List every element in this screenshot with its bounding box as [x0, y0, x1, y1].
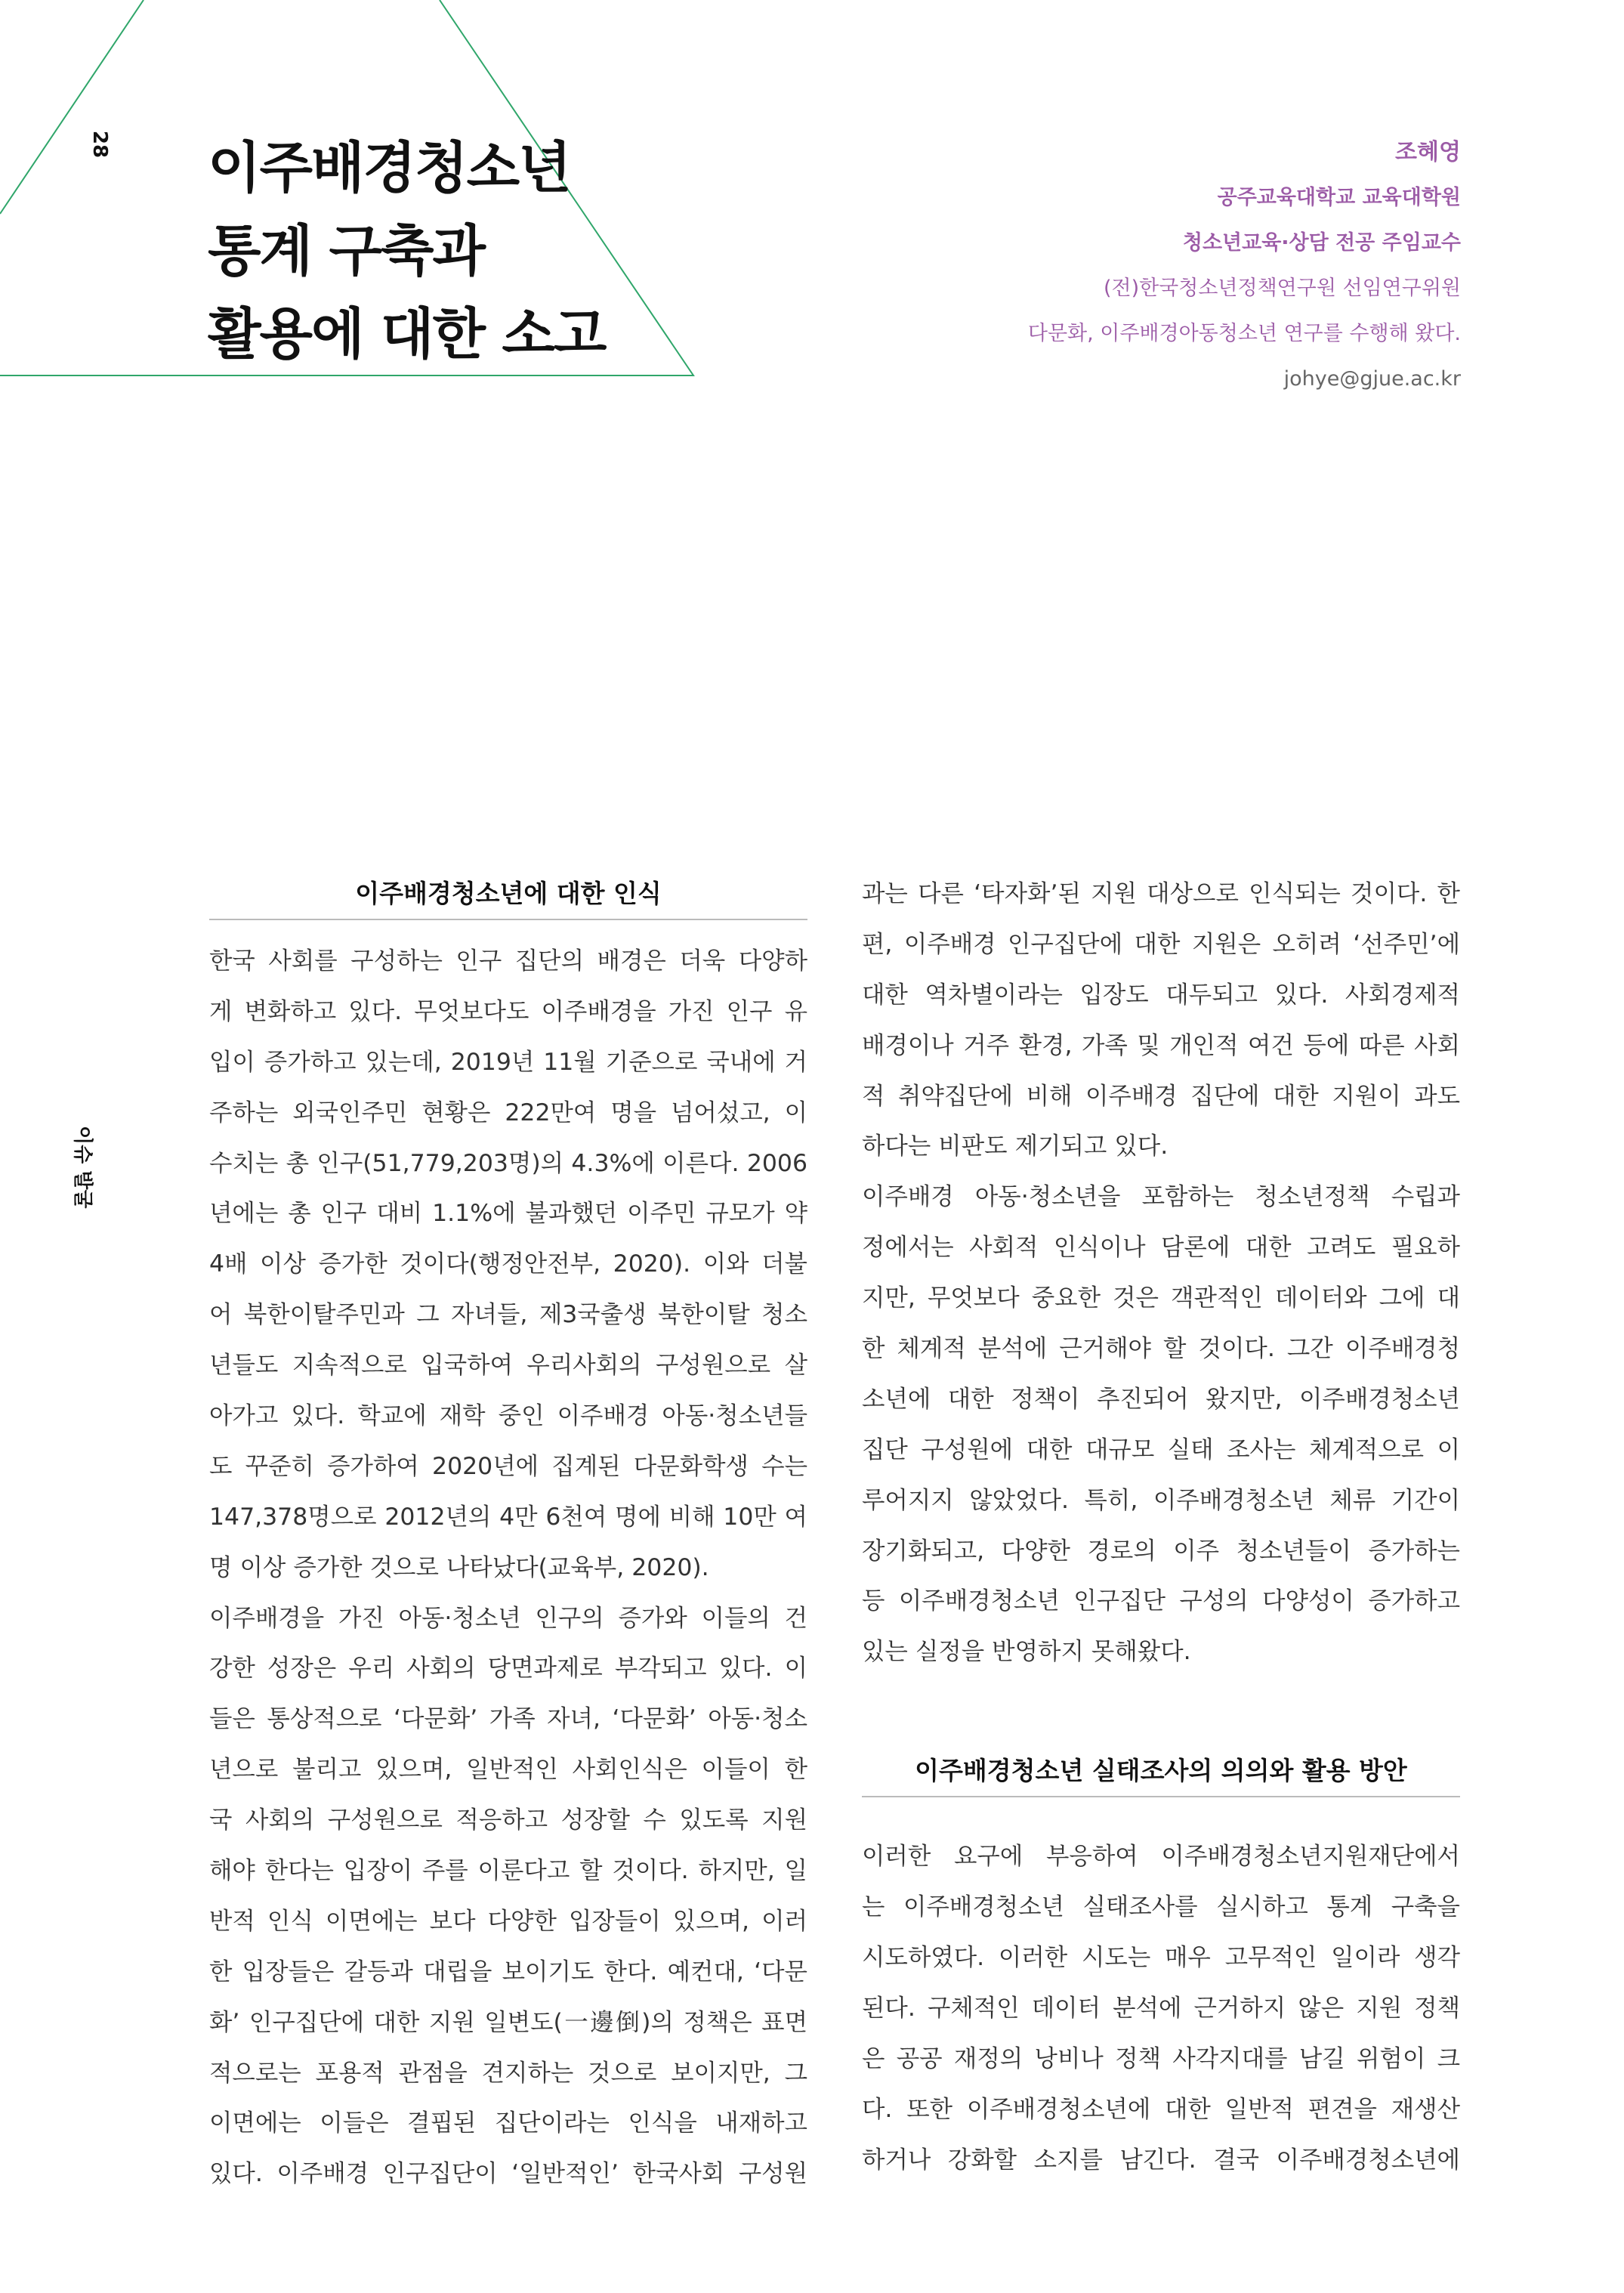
text-line: 이주배경 아동·청소년을 포함하는 청소년정책 수립과 [862, 1183, 1460, 1211]
text-line: 편, 이주배경 인구집단에 대한 지원은 오히려 ‘선주민’에 [862, 930, 1460, 958]
text-line: 다. 또한 이주배경청소년에 대한 일반적 편견을 재생산 [862, 2095, 1460, 2123]
text-line: 년으로 불리고 있으며, 일반적인 사회인식은 이들이 한 [209, 1756, 807, 1784]
text-line: 화’ 인구집단에 대한 지원 일변도(一邊倒)의 정책은 표면 [209, 2008, 807, 2036]
text-line: 어 북한이탈주민과 그 자녀들, 제3국출생 북한이탈 청소 [209, 1301, 807, 1329]
text-line: 있는 실정을 반영하지 못해왔다. [862, 1638, 1191, 1666]
text-line: 주하는 외국인주민 현황은 222만여 명을 넘어섰고, 이 [209, 1099, 807, 1126]
text-line: 과는 다른 ‘타자화’된 지원 대상으로 인식되는 것이다. 한 [862, 880, 1460, 907]
text-line: 한 입장들은 갈등과 대립을 보이기도 한다. 예컨대, ‘다문 [209, 1958, 807, 1986]
text-line: 된다. 구체적인 데이터 분석에 근거하지 않은 지원 정책 [862, 1994, 1460, 2022]
text-line: 하거나 강화할 소지를 남긴다. 결국 이주배경청소년에 [862, 2146, 1460, 2174]
article-title [208, 127, 605, 376]
section-label: 이슈 발굴 [71, 1126, 94, 1209]
text-line: 은 공공 재정의 낭비나 정책 사각지대를 남길 위험이 크 [862, 2044, 1460, 2072]
text-line: 이면에는 이들은 결핍된 집단이라는 인식을 내재하고 [209, 2109, 807, 2137]
author-former-position: (전)한국청소년정책연구원 선임연구위원 [1103, 277, 1461, 300]
author-affiliation: 공주교육대학교 교육대학원 [1217, 186, 1461, 209]
text-line: 대한 역차별이라는 입장도 대두되고 있다. 사회경제적 [862, 981, 1460, 1009]
text-line: 이러한 요구에 부응하여 이주배경청소년지원재단에서 [862, 1843, 1460, 1871]
text-line: 국 사회의 구성원으로 적응하고 성장할 수 있도록 지원 [209, 1806, 807, 1834]
text-line: 명 이상 증가한 것으로 나타났다(교육부, 2020). [209, 1553, 709, 1581]
text-line: 등 이주배경청소년 인구집단 구성의 다양성이 증가하고 [862, 1587, 1460, 1615]
paragraph [862, 1172, 1460, 1677]
text-line: 적으로는 포용적 관점을 견지하는 것으로 보이지만, 그 [209, 2059, 807, 2087]
text-line: 소년에 대한 정책이 추진되어 왔지만, 이주배경청소년 [862, 1385, 1460, 1413]
author-note: 다문화, 이주배경아동청소년 연구를 수행해 왔다. [1027, 322, 1461, 345]
title-line: 활용에 대한 소고 [208, 302, 606, 366]
text-line: 수치는 총 인구(51,779,203명)의 4.3%에 이른다. 2006 [209, 1149, 807, 1177]
text-line: 입이 증가하고 있는데, 2019년 11월 기준으로 국내에 거 [209, 1048, 807, 1076]
text-line: 집단 구성원에 대한 대규모 실태 조사는 체계적으로 이 [862, 1435, 1460, 1463]
title-line: 이주배경청소년 [208, 136, 570, 200]
text-line: 도 꾸준히 증가하여 2020년에 집계된 다문화학생 수는 [209, 1452, 807, 1480]
text-line: 강한 성장은 우리 사회의 당면과제로 부각되고 있다. 이 [209, 1655, 807, 1683]
text-line: 하다는 비판도 제기되고 있다. [862, 1133, 1169, 1160]
right-column [862, 869, 1460, 2185]
text-line: 반적 인식 이면에는 보다 다양한 입장들이 있으며, 이러 [209, 1907, 807, 1935]
text-line: 게 변화하고 있다. 무엇보다도 이주배경을 가진 인구 유 [209, 997, 807, 1025]
text-line: 4배 이상 증가한 것이다(행정안전부, 2020). 이와 더불 [209, 1250, 807, 1278]
paragraph [862, 1831, 1460, 2185]
text-line: 해야 한다는 입장이 주를 이룬다고 할 것이다. 하지만, 일 [209, 1857, 807, 1885]
text-line: 루어지지 않았었다. 특히, 이주배경청소년 체류 기간이 [862, 1486, 1460, 1514]
author-name: 조혜영 [1395, 139, 1461, 165]
author-email[interactable]: johye@gjue.ac.kr [1283, 367, 1461, 391]
text-line: 지만, 무엇보다 중요한 것은 객관적인 데이터와 그에 대 [862, 1284, 1460, 1312]
title-line: 통계 구축과 [208, 219, 485, 283]
text-line: 배경이나 거주 환경, 가족 및 개인적 여건 등에 따른 사회 [862, 1031, 1460, 1059]
text-line: 들은 통상적으로 ‘다문화’ 가족 자녀, ‘다문화’ 아동·청소 [209, 1705, 807, 1733]
section-heading: 이주배경청소년 실태조사의 의의와 활용 방안 [862, 1746, 1460, 1797]
text-line: 년에는 총 인구 대비 1.1%에 불과했던 이주민 규모가 약 [209, 1200, 807, 1228]
paragraph [862, 869, 1460, 1172]
text-line: 시도하였다. 이러한 시도는 매우 고무적인 일이라 생각 [862, 1944, 1460, 1972]
text-line: 이주배경을 가진 아동·청소년 인구의 증가와 이들의 건 [209, 1604, 807, 1632]
text-line: 정에서는 사회적 인식이나 담론에 대한 고려도 필요하 [862, 1234, 1460, 1262]
text-line: 는 이주배경청소년 실태조사를 실시하고 통계 구축을 [862, 1893, 1460, 1921]
text-line: 한 체계적 분석에 근거해야 할 것이다. 그간 이주배경청 [862, 1335, 1460, 1363]
text-line: 장기화되고, 다양한 경로의 이주 청소년들이 증가하는 [862, 1537, 1460, 1565]
author-role: 청소년교육·상담 전공 주임교수 [1182, 231, 1461, 255]
page-number: 28 [88, 130, 112, 159]
text-line: 한국 사회를 구성하는 인구 집단의 배경은 더욱 다양하 [209, 947, 807, 975]
text-line: 있다. 이주배경 인구집단이 ‘일반적인’ 한국사회 구성원 [209, 2160, 807, 2188]
section-heading: 이주배경청소년에 대한 인식 [209, 869, 807, 920]
text-line: 아가고 있다. 학교에 재학 중인 이주배경 아동·청소년들 [209, 1402, 807, 1430]
paragraph [209, 1593, 807, 2200]
text-line: 147,378명으로 2012년의 4만 6천여 명에 비해 10만 여 [209, 1503, 807, 1531]
text-line: 적 취약집단에 비해 이주배경 집단에 대한 지원이 과도 [862, 1082, 1460, 1110]
paragraph [209, 936, 807, 1593]
left-column [209, 869, 807, 2199]
text-line: 년들도 지속적으로 입국하여 우리사회의 구성원으로 살 [209, 1352, 807, 1380]
author-block [1028, 130, 1461, 402]
